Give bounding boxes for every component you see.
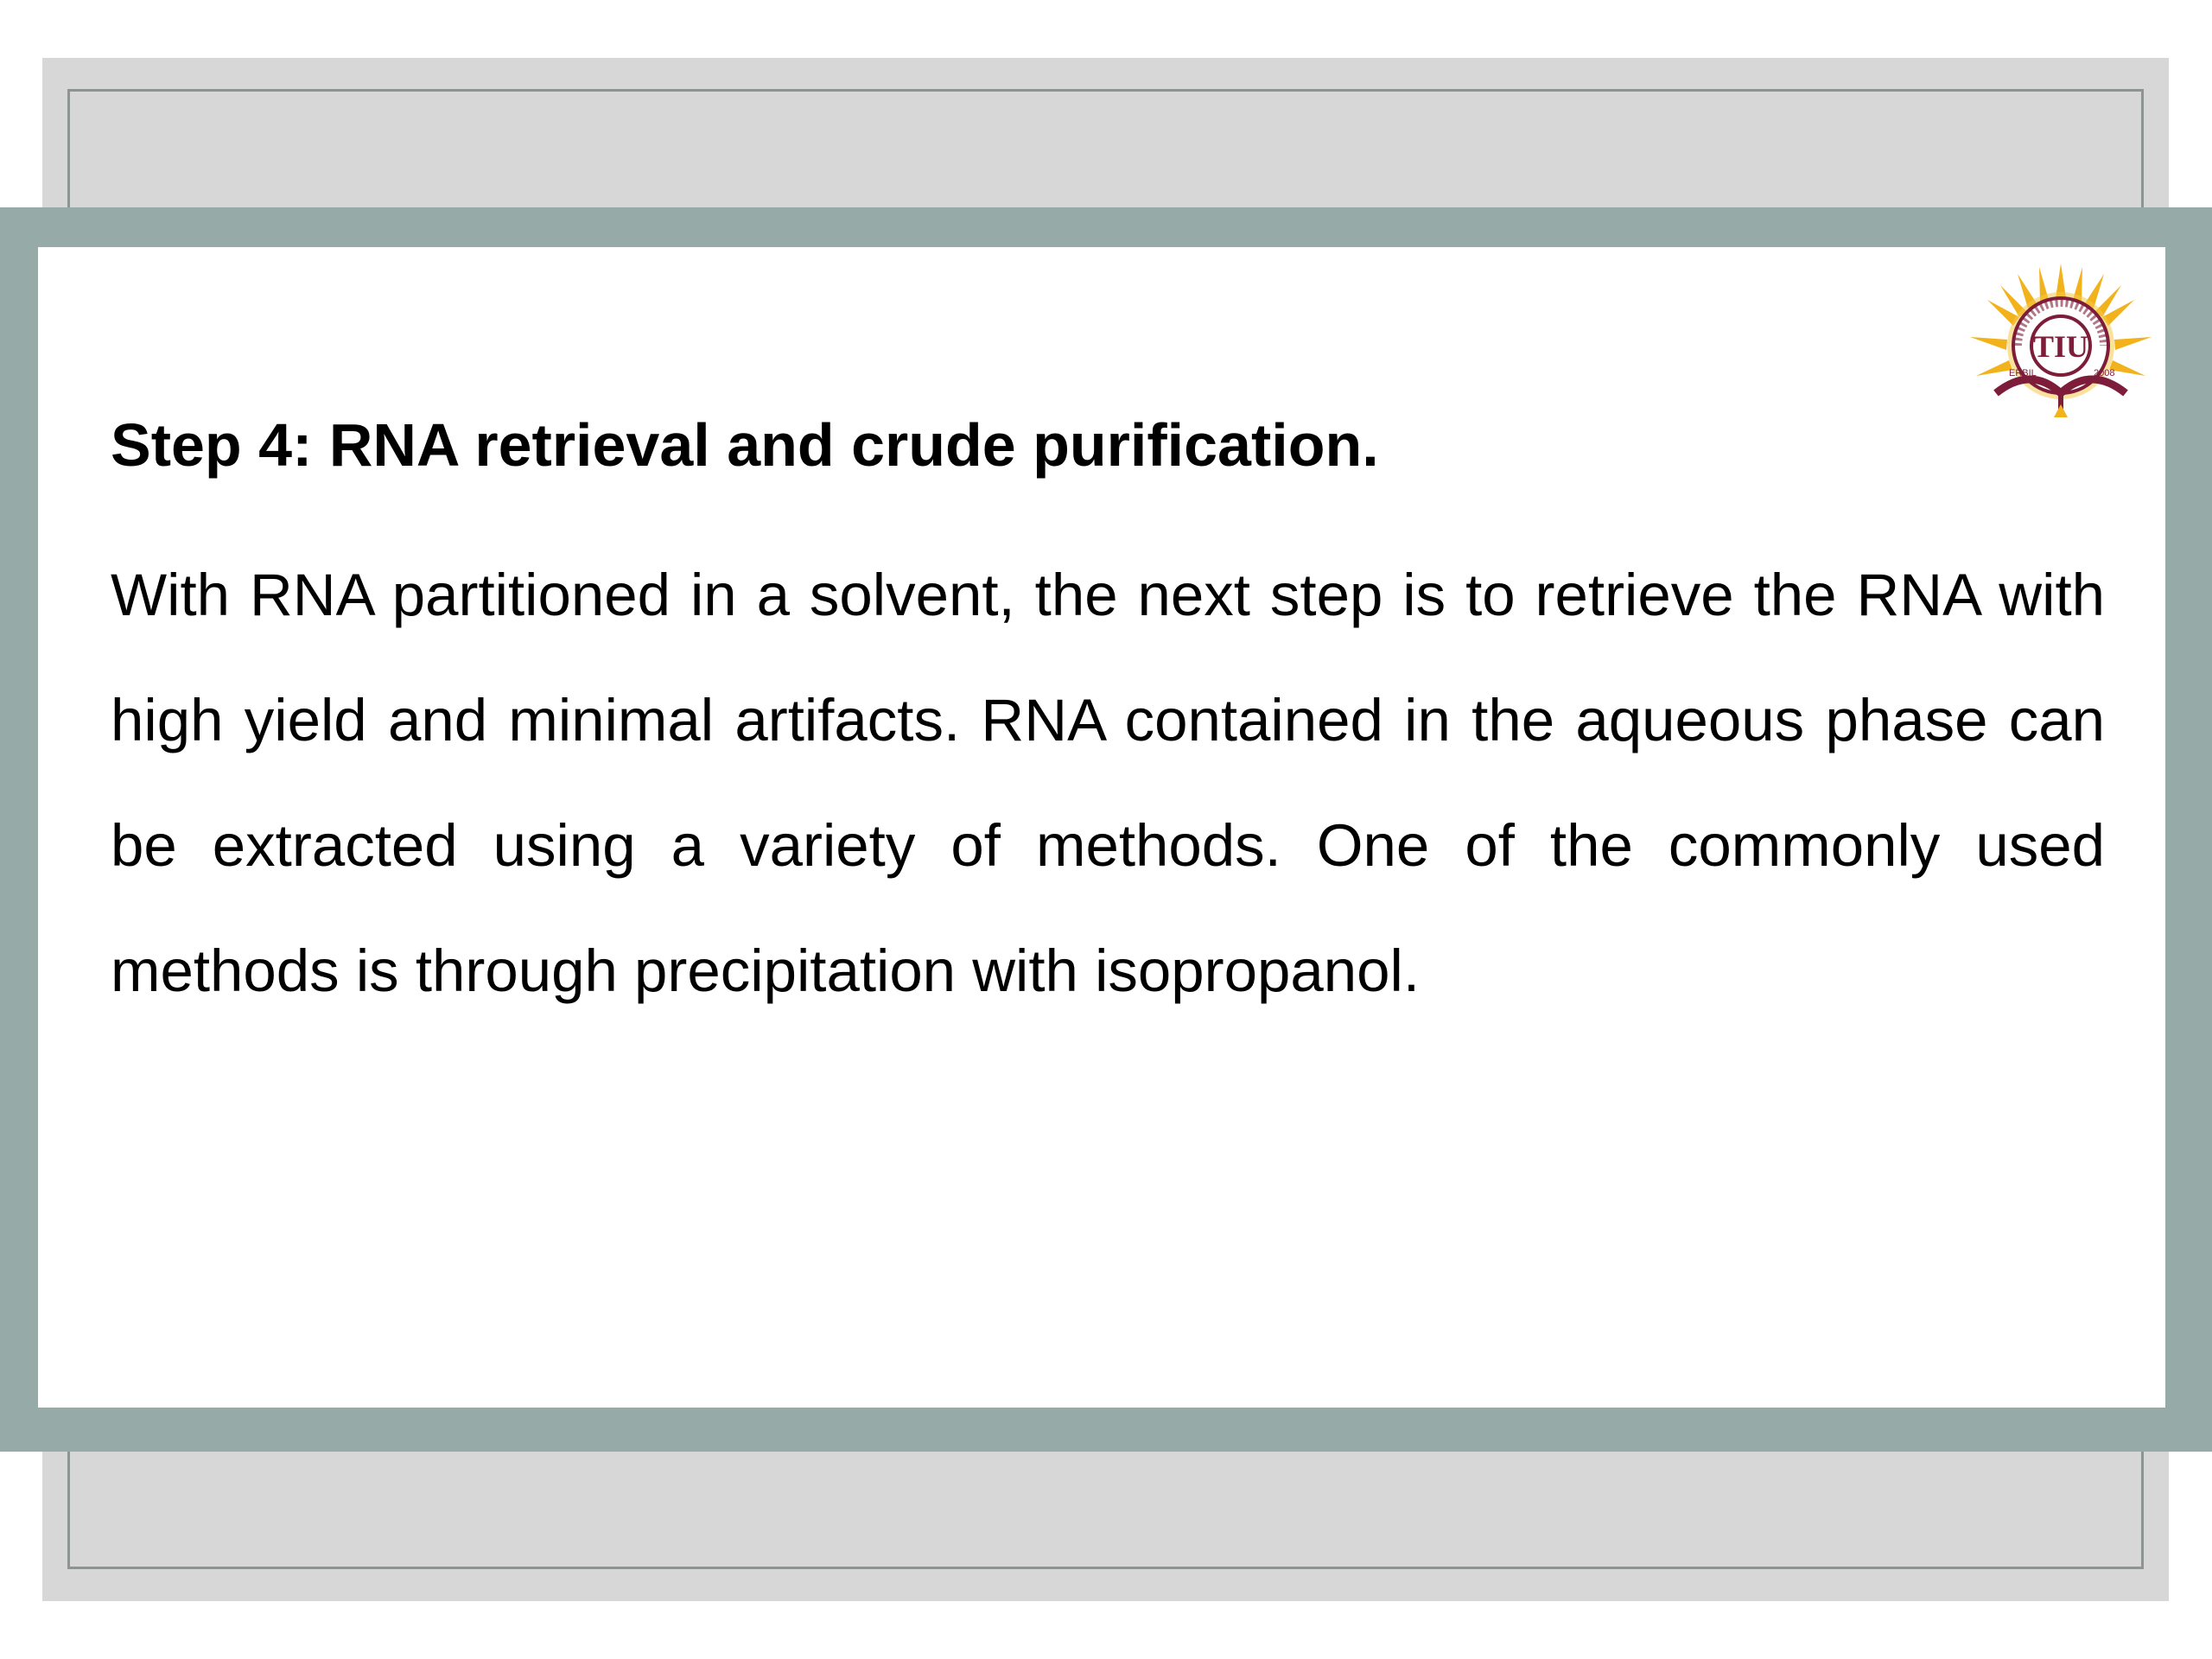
slide-body-text: With RNA partitioned in a solvent, the next step is to retrieve the RNA with high yield and minimal artifacts. RNA contained in the aqueous phase can be extracted using a variety of methods. One of the commonly used methods is through precipitation with isopropanol. [111, 562, 2105, 1004]
logo-tiu-text: TIU [2032, 329, 2089, 364]
logo-city-text: ERBIL [2009, 368, 2037, 378]
slide-heading: Step 4: RNA retrieval and crude purification. [111, 411, 1379, 479]
logo-year-text: 2008 [2094, 368, 2115, 378]
tiu-logo-icon [1966, 264, 2156, 419]
